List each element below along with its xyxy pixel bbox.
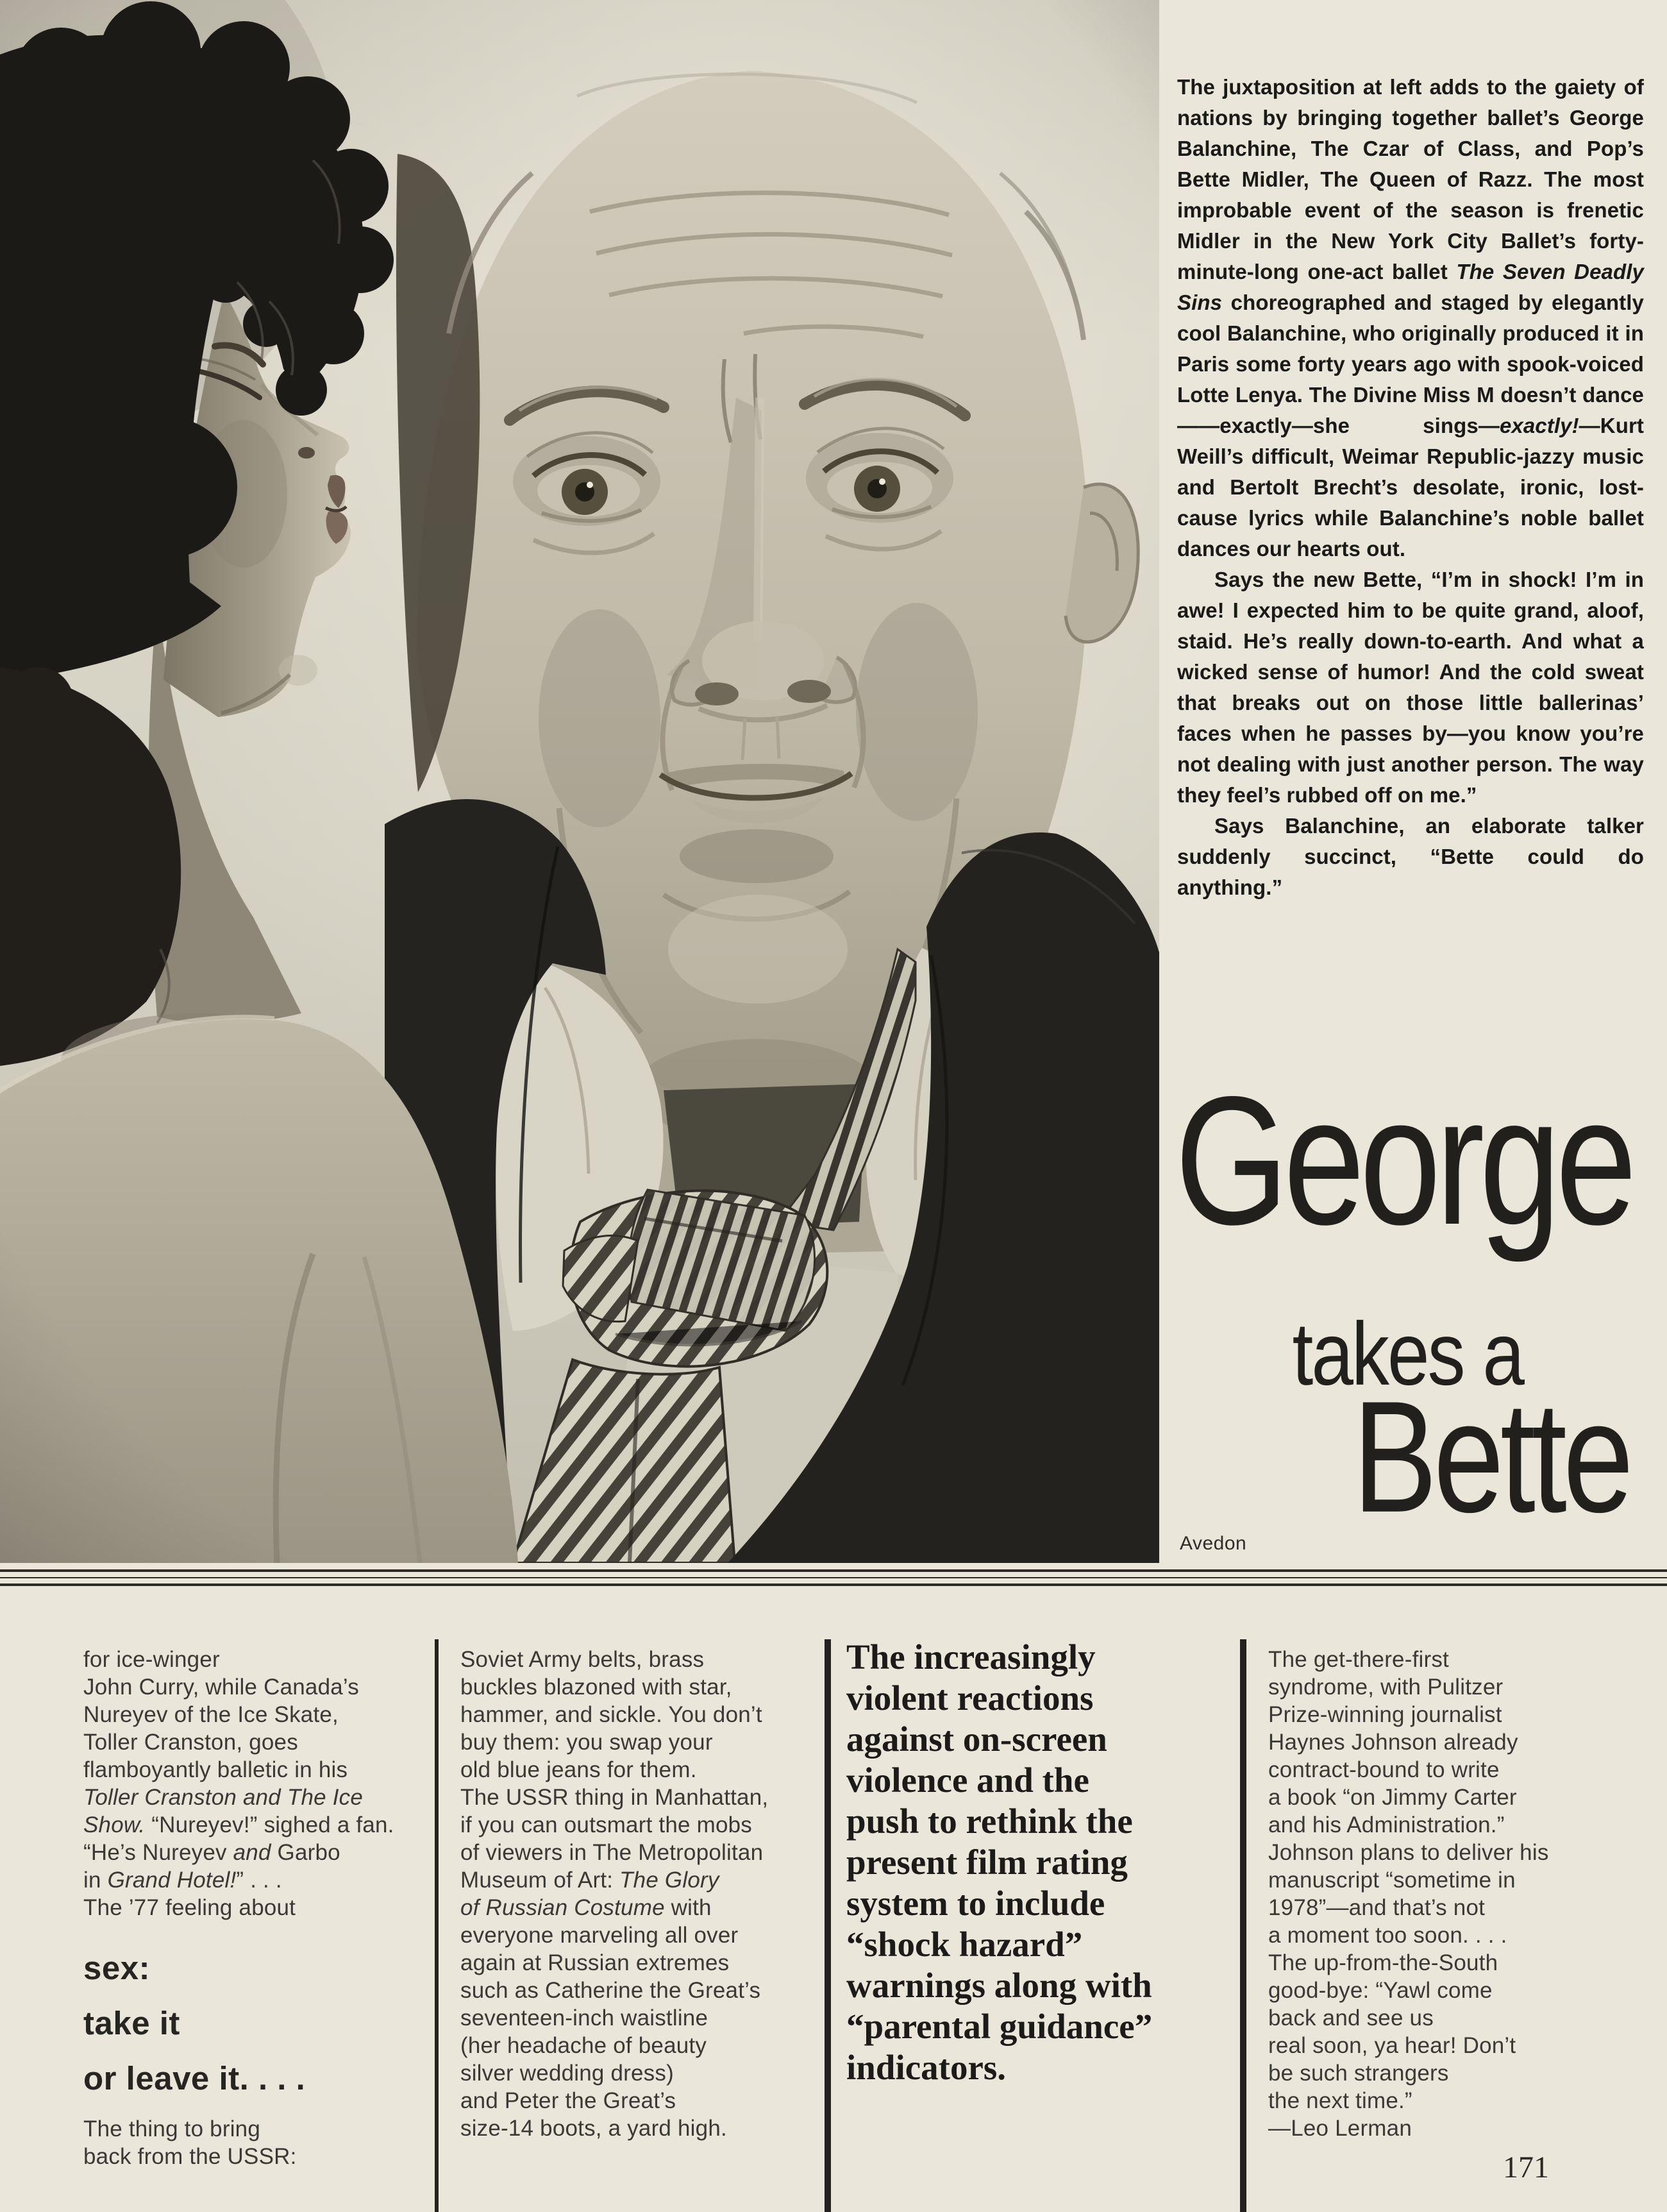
bottom-column-3-pullquote: The increasingly violent reactions against on-screen violence and the push to rethink the present film rating system to include “shock hazard” warnings along with “parental guidance” indicators.: [846, 1637, 1153, 2087]
horizontal-rule: [0, 1569, 1667, 1572]
avedon-photograph: [0, 0, 1159, 1563]
column-divider: [1240, 1639, 1246, 2212]
photo-credit: Avedon: [1180, 1533, 1247, 1554]
horizontal-rule: [0, 1577, 1667, 1578]
bottom-column-2: Soviet Army belts, brass buckles blazoned with star, hammer, and sickle. You don’t buy them: you swap your old blue jeans for them. The USSR thing in Manhattan, if you can outsmart the mobs of viewers in The Metropolitan Museum of Art: The Glory of Russian Costume with everyone marveling all over again at Russian extremes such as Catherine the Great’s seventeen-inch waistline (her headache of beauty silver wedding dress) and Peter the Great’s size-14 boots, a yard high.: [460, 1647, 769, 2141]
headline-takes-a: takes a: [1292, 1304, 1523, 1405]
article-paragraph: The juxtaposition at left adds to the gaiety of nations by bringing together ballet’s George Balanchine, The Czar of Class, and Pop’s Bette Midler, The Queen of Razz. The most improbable event of the season is frenetic Midler in the New York City Ballet’s forty-minute-long one-act ballet The Seven Deadly Sins choreographed and staged by elegantly cool Balanchine, who originally produced it in Paris some forty years ago with spook-voiced Lotte Lenya. The Divine Miss M doesn’t dance——exactly—she sings—exactly!—Kurt Weill’s difficult, Weimar Republic-jazzy music and Bertolt Brecht’s desolate, ironic, lost-cause lyrics while Balanchine’s noble ballet dances our hearts out.: [1177, 75, 1644, 561]
horizontal-rule: [0, 1583, 1667, 1586]
column-divider: [435, 1639, 439, 2212]
column-1-footer: The thing to bring back from the USSR:: [83, 2116, 297, 2169]
column-divider: [825, 1639, 831, 2212]
article-paragraph: Says Balanchine, an elaborate talker suddenly succinct, “Bette could do anything.”: [1177, 814, 1644, 899]
article-paragraph: Says the new Bette, “I’m in shock! I’m in awe! I expected him to be quite grand, aloof, staid. He’s really down-to-earth. And what a wicked sense of humor! And the cold sweat that breaks out on those little ballerinas’ faces when he passes by—you know you’re not dealing with just another person. The way they feel’s rubbed off on me.”: [1177, 568, 1644, 807]
column-1-text: for ice-winger John Curry, while Canada’s Nureyev of the Ice Skate, Toller Cranston, goes flamboyantly balletic in his Toller Cranston and The Ice Show. “Nureyev!” sighed a fan. “He’s Nureyev and Garbo in Grand Hotel!” . . . The ’77 feeling about: [83, 1647, 394, 1920]
headline-bette: Bette: [1352, 1368, 1630, 1546]
photo-vignette: [0, 0, 1159, 1563]
bottom-column-4: The get-there-first syndrome, with Pulitzer Prize-winning journalist Haynes Johnson already contract-bound to write a book “on Jimmy Carter and his Administration.” Johnson plans to deliver his manuscript “sometime in 1978”—and that’s not a moment too soon. . . . The up-from-the-South good-bye: “Yawl come back and see us real soon, ya hear! Don’t be such strangers the next time.” —Leo Lerman: [1268, 1647, 1549, 2141]
bottom-column-1: [83, 1646, 423, 2170]
headline-george: George: [1175, 1059, 1632, 1263]
page-number: 171: [1503, 2150, 1549, 2184]
article-column: [1177, 72, 1644, 903]
column-1-heading: sex: take it or leave it. . . .: [83, 1950, 306, 2097]
